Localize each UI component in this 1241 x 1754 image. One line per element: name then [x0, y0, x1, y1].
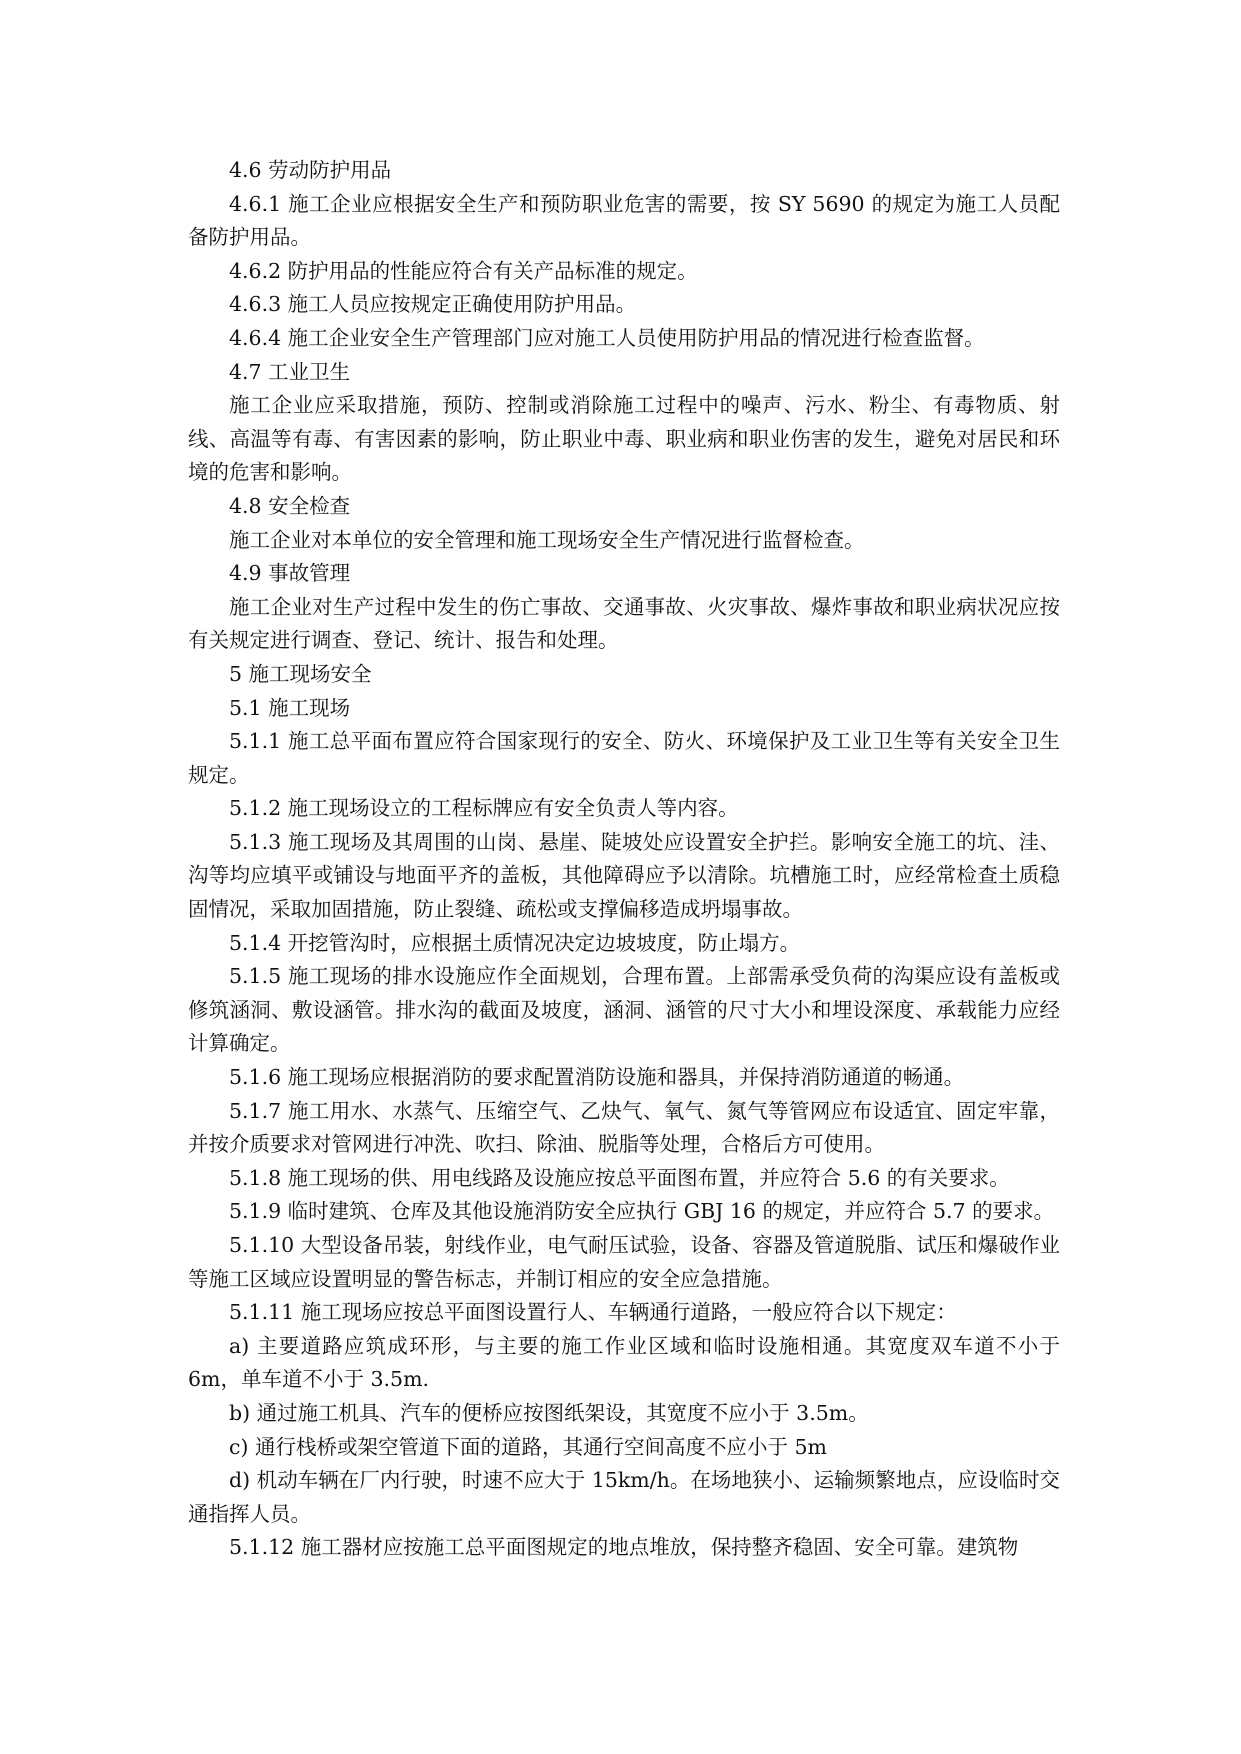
clause-5-1-5: 5.1.5 施工现场的排水设施应作全面规划，合理布置。上部需承受负荷的沟渠应设有盖板或修筑涵洞、敷设涵管。排水沟的截面及坡度，涵洞、涵管的尺寸大小和埋设深度、承载能力应经计算确定。: [188, 964, 1060, 1056]
clause-5-1-7: 5.1.7 施工用水、水蒸气、压缩空气、乙炔气、氧气、氮气等管网应布设适宜、固定牢靠，并按介质要求对管网进行冲洗、吹扫、除油、脱脂等处理，合格后方可使用。: [188, 1098, 1060, 1157]
clause-4-6-1: 4.6.1 施工企业应根据安全生产和预防职业危害的需要，按 SY 5690 的规定为施工人员配备防护用品。: [188, 191, 1060, 250]
clause-5-1-6: 5.1.6 施工现场应根据消防的要求配置消防设施和器具，并保持消防通道的畅通。: [229, 1065, 965, 1090]
section-heading-4-6: 4.6 劳动防护用品: [229, 158, 392, 182]
section-heading-4-7: 4.7 工业卫生: [229, 359, 351, 384]
list-item-b: b) 通过施工机具、汽车的便桥应按图纸架设，其宽度不应小于 3.5m。: [229, 1400, 869, 1425]
clause-5-1-9: 5.1.9 临时建筑、仓库及其他设施消防安全应执行 GBJ 16 的规定，并应符合 5.7 的要求。: [229, 1199, 1055, 1224]
clause-5-1-2: 5.1.2 施工现场设立的工程标牌应有安全负责人等内容。: [229, 796, 739, 821]
document-body: [188, 154, 1060, 1565]
paragraph-4-7-body: 施工企业应采取措施，预防、控制或消除施工过程中的噪声、污水、粉尘、有毒物质、射线、高温等有毒、有害因素的影响，防止职业中毒、职业病和职业伤害的发生，避免对居民和环境的危害和影响。: [188, 393, 1060, 485]
clause-5-1-1: 5.1.1 施工总平面布置应符合国家现行的安全、防火、环境保护及工业卫生等有关安全卫生规定。: [188, 729, 1060, 787]
paragraph-4-8-body: 施工企业对本单位的安全管理和施工现场安全生产情况进行监督检查。: [229, 527, 865, 552]
list-item-d: d) 机动车辆在厂内行驶，时速不应大于 15km/h。在场地狭小、运输频繁地点，应设临时交通指挥人员。: [188, 1468, 1060, 1526]
clause-5-1-11: 5.1.11 施工现场应按总平面图设置行人、车辆通行道路，一般应符合以下规定：: [229, 1300, 957, 1325]
clause-5-1-8: 5.1.8 施工现场的供、用电线路及设施应按总平面图布置，并应符合 5.6 的有关要求。: [229, 1165, 1010, 1190]
section-heading-5-1: 5.1 施工现场: [229, 695, 351, 720]
chapter-heading-5: 5 施工现场安全: [229, 661, 372, 686]
clause-4-6-3: 4.6.3 施工人员应按规定正确使用防护用品。: [229, 292, 637, 317]
section-heading-4-8: 4.8 安全检查: [229, 493, 351, 518]
clause-5-1-12: 5.1.12 施工器材应按施工总平面图规定的地点堆放，保持整齐稳固、安全可靠。建筑物: [229, 1535, 1019, 1560]
paragraph-4-9-body: 施工企业对生产过程中发生的伤亡事故、交通事故、火灾事故、爆炸事故和职业病状况应按有关规定进行调查、登记、统计、报告和处理。: [188, 594, 1060, 653]
list-item-a: a) 主要道路应筑成环形，与主要的施工作业区域和临时设施相通。其宽度双车道不小于 6m，单车道不小于 3.5m.: [188, 1333, 1060, 1392]
clause-5-1-4: 5.1.4 开挖管沟时，应根据土质情况决定边坡坡度，防止塌方。: [229, 930, 801, 955]
clause-5-1-10: 5.1.10 大型设备吊装，射线作业，电气耐压试验，设备、容器及管道脱脂、试压和爆破作业等施工区域应设置明显的警告标志，并制订相应的安全应急措施。: [188, 1233, 1060, 1291]
clause-5-1-3: 5.1.3 施工现场及其周围的山岗、悬崖、陡坡处应设置安全护拦。影响安全施工的坑、洼、沟等均应填平或铺设与地面平齐的盖板，其他障碍应予以清除。坑槽施工时，应经常检查土质稳固情况，采取加固措施，防止裂缝、疏松或支撑偏移造成坍塌事故。: [188, 829, 1060, 922]
list-item-c: c) 通行栈桥或架空管道下面的道路，其通行空间高度不应小于 5m: [229, 1434, 827, 1459]
clause-4-6-4: 4.6.4 施工企业安全生产管理部门应对施工人员使用防护用品的情况进行检查监督。: [229, 325, 985, 350]
section-heading-4-9: 4.9 事故管理: [229, 561, 351, 586]
clause-4-6-2: 4.6.2 防护用品的性能应符合有关产品标准的规定。: [229, 258, 698, 283]
